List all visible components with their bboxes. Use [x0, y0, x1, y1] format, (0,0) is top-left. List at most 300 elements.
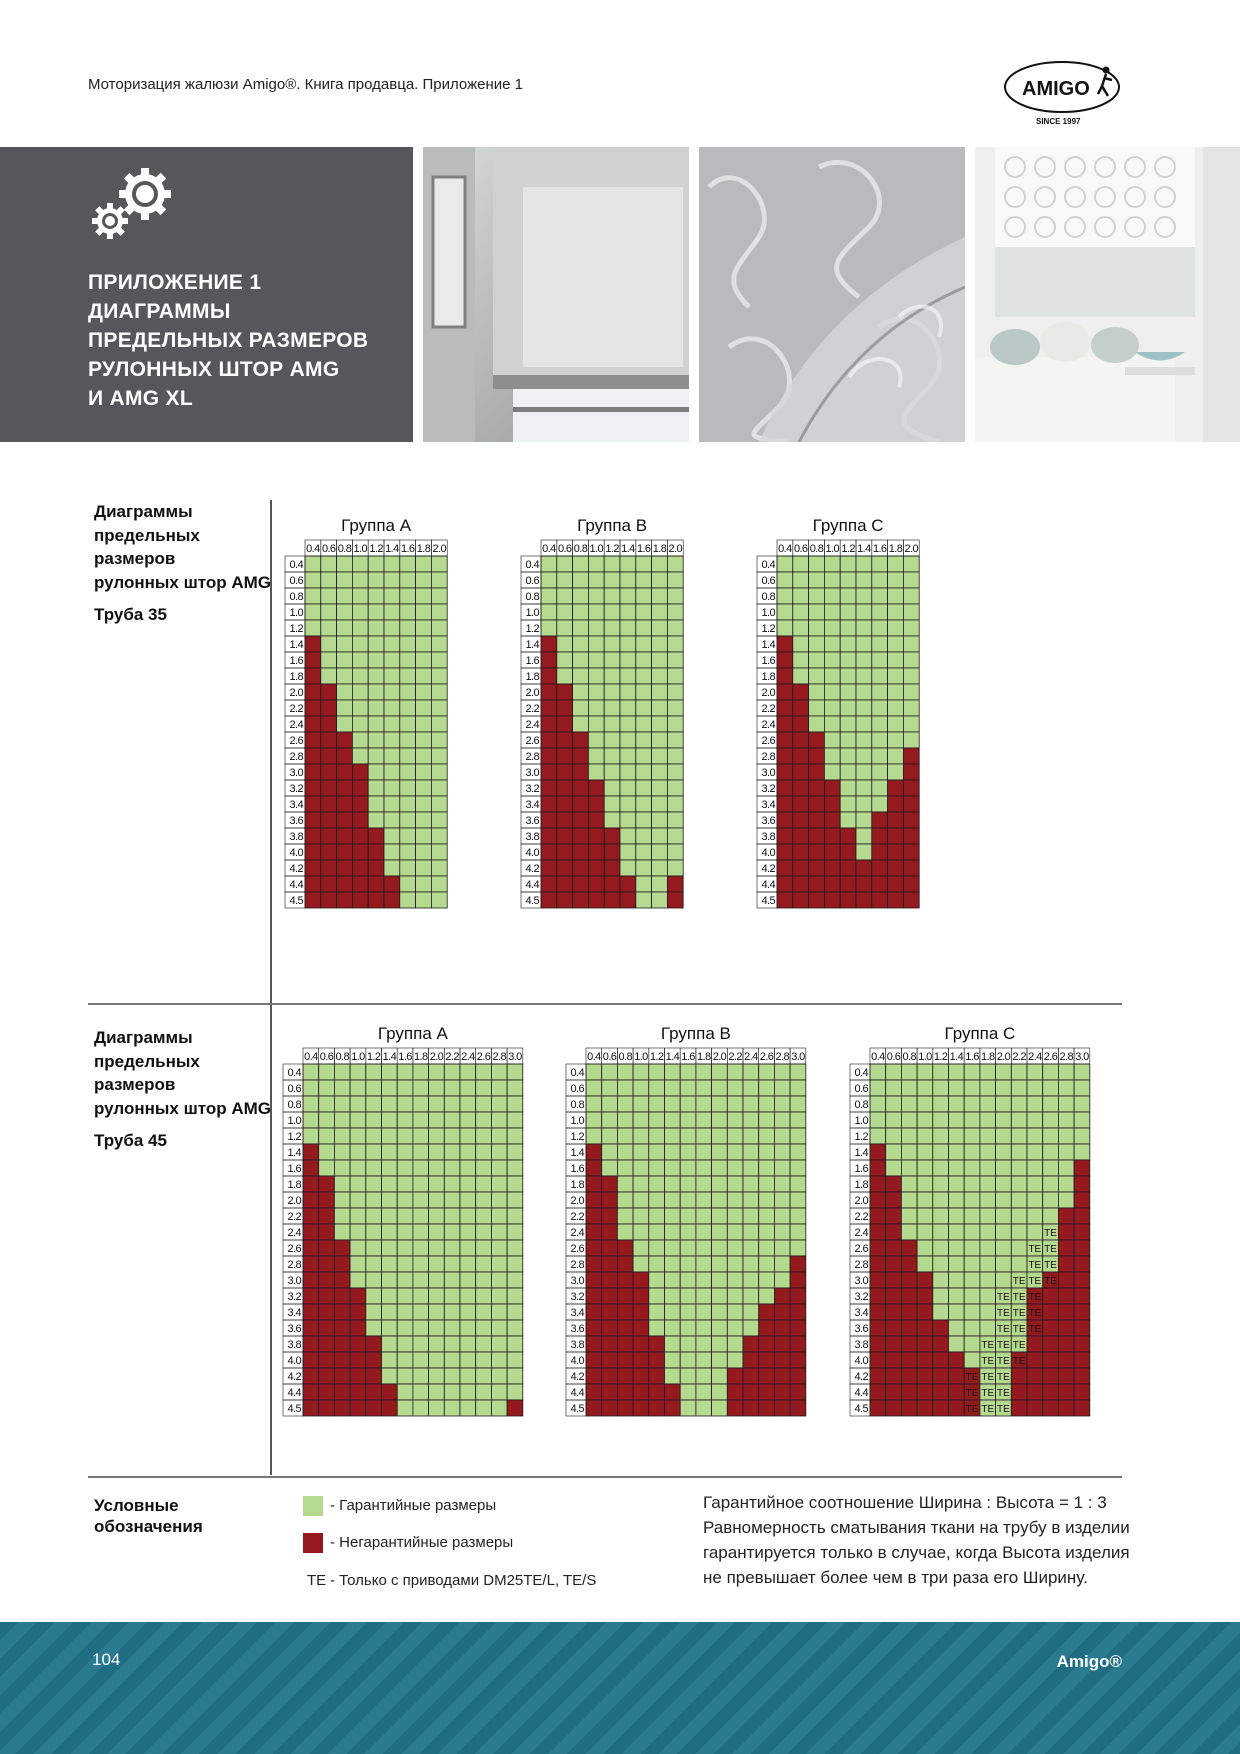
cell-guaranteed [431, 796, 447, 812]
cell-guaranteed [460, 1368, 476, 1384]
te-label: TE [1044, 1244, 1057, 1255]
cell-guaranteed [366, 1192, 382, 1208]
y-tick-label: 1.0 [854, 1115, 868, 1127]
cell-guaranteed [727, 1176, 743, 1192]
cell-guaranteed [824, 572, 840, 588]
cell-not-guaranteed [870, 1352, 886, 1368]
cell-guaranteed [636, 812, 652, 828]
y-tick-label: 3.6 [854, 1323, 868, 1335]
legend-te-text: - Только с приводами DM25TE/L, TE/S [330, 1572, 597, 1589]
cell-guaranteed [712, 1384, 728, 1400]
cell-guaranteed [933, 1304, 949, 1320]
cell-guaranteed [491, 1096, 507, 1112]
cell-guaranteed [743, 1160, 759, 1176]
cell-guaranteed [382, 1352, 398, 1368]
cell-guaranteed [712, 1256, 728, 1272]
cell-guaranteed [933, 1144, 949, 1160]
cell-not-guaranteed [541, 748, 557, 764]
cell-guaranteed [636, 732, 652, 748]
cell-not-guaranteed [1074, 1304, 1090, 1320]
cell-not-guaranteed [840, 860, 856, 876]
cell-guaranteed [413, 1176, 429, 1192]
y-tick-label: 1.6 [289, 655, 303, 667]
cell-guaranteed [491, 1240, 507, 1256]
cell-guaranteed [431, 588, 447, 604]
cell-guaranteed [413, 1320, 429, 1336]
y-tick-label: 1.4 [854, 1147, 868, 1159]
cell-guaranteed [652, 716, 668, 732]
cell-guaranteed [413, 1336, 429, 1352]
cell-not-guaranteed [793, 892, 809, 908]
cell-not-guaranteed [573, 732, 589, 748]
cell-guaranteed [980, 1160, 996, 1176]
y-tick-label: 2.6 [761, 735, 775, 747]
cell-guaranteed [774, 1272, 790, 1288]
cell-not-guaranteed [350, 1320, 366, 1336]
cell-guaranteed [321, 588, 337, 604]
cell-guaranteed [337, 716, 353, 732]
cell-guaranteed [667, 748, 683, 764]
cell-guaranteed [667, 604, 683, 620]
cell-guaranteed [886, 1144, 902, 1160]
cell-guaranteed [416, 652, 432, 668]
te-label: TE [965, 1404, 979, 1415]
cell-guaranteed [397, 1080, 413, 1096]
cell-guaranteed [809, 588, 825, 604]
cell-guaranteed [652, 876, 668, 892]
cell-guaranteed [903, 732, 919, 748]
x-tick-label: 1.2 [605, 543, 619, 555]
te-label: TE [1028, 1244, 1042, 1255]
cell-guaranteed [460, 1224, 476, 1240]
cell-guaranteed [620, 828, 636, 844]
cell-guaranteed [696, 1384, 712, 1400]
cell-not-guaranteed [774, 1368, 790, 1384]
cell-guaranteed [397, 1160, 413, 1176]
y-tick-label: 1.2 [289, 623, 303, 635]
cell-guaranteed [652, 764, 668, 780]
cell-guaranteed [429, 1160, 445, 1176]
te-label: TE [1012, 1308, 1026, 1319]
cell-not-guaranteed [888, 876, 904, 892]
y-tick-label: 3.2 [854, 1291, 868, 1303]
cell-guaranteed [886, 1064, 902, 1080]
cell-guaranteed [949, 1208, 965, 1224]
cell-guaranteed [933, 1224, 949, 1240]
cell-not-guaranteed [350, 1400, 366, 1416]
cell-guaranteed [400, 764, 416, 780]
cell-guaranteed [431, 876, 447, 892]
cell-guaranteed [413, 1352, 429, 1368]
cell-guaranteed [840, 812, 856, 828]
cell-guaranteed [366, 1064, 382, 1080]
y-tick-label: 4.0 [287, 1355, 301, 1367]
cell-not-guaranteed [649, 1384, 665, 1400]
te-label: TE [1012, 1340, 1026, 1351]
x-tick-label: 0.4 [542, 543, 556, 555]
cell-not-guaranteed [870, 1208, 886, 1224]
cell-guaranteed [856, 796, 872, 812]
cell-guaranteed [476, 1144, 492, 1160]
cell-not-guaranteed [604, 844, 620, 860]
cell-guaranteed [696, 1096, 712, 1112]
cell-guaranteed [573, 652, 589, 668]
te-label: TE [1028, 1308, 1042, 1319]
cell-guaranteed [350, 1224, 366, 1240]
cell-guaranteed [620, 668, 636, 684]
cell-guaranteed [476, 1224, 492, 1240]
cell-not-guaranteed [366, 1400, 382, 1416]
te-label: TE [981, 1356, 995, 1367]
chart-title: Группа A [341, 516, 412, 535]
cell-guaranteed [334, 1160, 350, 1176]
cell-guaranteed [633, 1256, 649, 1272]
cell-not-guaranteed [888, 796, 904, 812]
cell-guaranteed [917, 1096, 933, 1112]
cell-guaranteed [790, 1096, 806, 1112]
cell-guaranteed [416, 588, 432, 604]
cell-not-guaranteed [777, 636, 793, 652]
cell-guaranteed [334, 1096, 350, 1112]
y-tick-label: 1.0 [570, 1115, 584, 1127]
cell-guaranteed [824, 700, 840, 716]
cell-guaranteed [491, 1288, 507, 1304]
cell-guaranteed [541, 620, 557, 636]
cell-guaranteed [727, 1160, 743, 1176]
cell-guaranteed [507, 1160, 523, 1176]
cell-not-guaranteed [602, 1384, 618, 1400]
cell-guaranteed [888, 652, 904, 668]
y-tick-label: 3.6 [287, 1323, 301, 1335]
cell-guaranteed [667, 668, 683, 684]
cell-guaranteed [507, 1320, 523, 1336]
cell-guaranteed [652, 700, 668, 716]
cell-guaranteed [933, 1160, 949, 1176]
cell-guaranteed [382, 1192, 398, 1208]
section-label-tube35: Диаграммы предельных размеров рулонных штор AMG Труба 35 [94, 500, 271, 627]
cell-guaranteed [793, 572, 809, 588]
cell-guaranteed [586, 1080, 602, 1096]
y-tick-label: 2.2 [525, 703, 539, 715]
cell-not-guaranteed [586, 1384, 602, 1400]
cell-guaranteed [460, 1176, 476, 1192]
cell-guaranteed [759, 1256, 775, 1272]
cell-not-guaranteed [840, 844, 856, 860]
cell-guaranteed [384, 828, 400, 844]
cell-guaranteed [1043, 1080, 1059, 1096]
cell-guaranteed [696, 1240, 712, 1256]
cell-not-guaranteed [321, 764, 337, 780]
cell-guaranteed [872, 764, 888, 780]
cell-not-guaranteed [303, 1144, 319, 1160]
y-tick-label: 2.8 [287, 1259, 301, 1271]
cell-not-guaranteed [949, 1352, 965, 1368]
cell-guaranteed [507, 1064, 523, 1080]
y-tick-label: 1.6 [570, 1163, 584, 1175]
x-tick-label: 1.4 [385, 543, 399, 555]
cell-guaranteed [633, 1176, 649, 1192]
footer-brand: Amigo® [1056, 1652, 1122, 1671]
cell-guaranteed [712, 1288, 728, 1304]
x-tick-label: 1.6 [681, 1051, 695, 1063]
cell-guaranteed [507, 1368, 523, 1384]
cell-not-guaranteed [774, 1320, 790, 1336]
cell-guaranteed [588, 748, 604, 764]
cell-guaranteed [541, 572, 557, 588]
cell-guaranteed [633, 1128, 649, 1144]
cell-guaranteed [777, 620, 793, 636]
cell-not-guaranteed [809, 860, 825, 876]
cell-guaranteed [712, 1400, 728, 1416]
cell-guaranteed [636, 764, 652, 780]
y-tick-label: 2.2 [570, 1211, 584, 1223]
te-label: TE [965, 1372, 979, 1383]
cell-guaranteed [413, 1304, 429, 1320]
cell-guaranteed [352, 604, 368, 620]
cell-guaranteed [507, 1272, 523, 1288]
cell-guaranteed [413, 1240, 429, 1256]
cell-not-guaranteed [384, 876, 400, 892]
x-tick-label: 1.0 [634, 1051, 648, 1063]
cell-guaranteed [429, 1320, 445, 1336]
cell-guaranteed [667, 716, 683, 732]
cell-not-guaranteed [774, 1400, 790, 1416]
cell-guaranteed [397, 1240, 413, 1256]
cell-guaranteed [384, 860, 400, 876]
cell-guaranteed [368, 652, 384, 668]
cell-guaranteed [901, 1112, 917, 1128]
cell-not-guaranteed [305, 764, 321, 780]
cell-guaranteed [382, 1208, 398, 1224]
cell-not-guaranteed [888, 844, 904, 860]
cell-not-guaranteed [557, 748, 573, 764]
cell-guaranteed [604, 668, 620, 684]
cell-guaranteed [727, 1288, 743, 1304]
cell-guaranteed [350, 1176, 366, 1192]
cell-guaranteed [824, 764, 840, 780]
y-tick-label: 2.8 [761, 751, 775, 763]
cell-guaranteed [1043, 1144, 1059, 1160]
x-tick-label: 1.4 [621, 543, 635, 555]
cell-not-guaranteed [602, 1320, 618, 1336]
x-tick-label: 1.8 [652, 543, 667, 555]
cell-guaranteed [696, 1176, 712, 1192]
cell-guaranteed [368, 636, 384, 652]
cell-guaranteed [665, 1240, 681, 1256]
cell-not-guaranteed [321, 860, 337, 876]
cell-not-guaranteed [917, 1336, 933, 1352]
cell-guaranteed [824, 684, 840, 700]
cell-not-guaranteed [382, 1384, 398, 1400]
cell-not-guaranteed [1011, 1384, 1027, 1400]
cell-guaranteed [604, 604, 620, 620]
cell-guaranteed [903, 700, 919, 716]
cell-guaranteed [665, 1288, 681, 1304]
cell-not-guaranteed [541, 780, 557, 796]
cell-guaranteed [996, 1096, 1012, 1112]
y-tick-label: 1.2 [570, 1131, 584, 1143]
cell-guaranteed [649, 1064, 665, 1080]
cell-guaranteed [444, 1096, 460, 1112]
cell-not-guaranteed [1074, 1192, 1090, 1208]
cell-guaranteed [429, 1064, 445, 1080]
cell-guaranteed [665, 1128, 681, 1144]
cell-not-guaranteed [933, 1320, 949, 1336]
cell-guaranteed [620, 812, 636, 828]
cell-not-guaranteed [917, 1400, 933, 1416]
x-tick-label: 2.0 [996, 1051, 1011, 1063]
cell-not-guaranteed [305, 652, 321, 668]
cell-not-guaranteed [321, 876, 337, 892]
cell-guaranteed [431, 764, 447, 780]
cell-guaranteed [712, 1112, 728, 1128]
cell-guaranteed [413, 1064, 429, 1080]
cell-guaranteed [888, 748, 904, 764]
cell-guaranteed [620, 652, 636, 668]
page-number: 104 [92, 1650, 121, 1669]
cell-guaranteed [790, 1064, 806, 1080]
y-tick-label: 4.4 [525, 879, 539, 891]
y-tick-label: 2.6 [287, 1243, 301, 1255]
cell-guaranteed [712, 1144, 728, 1160]
cell-guaranteed [416, 876, 432, 892]
cell-not-guaranteed [777, 844, 793, 860]
cell-guaranteed [429, 1224, 445, 1240]
cell-guaranteed [980, 1304, 996, 1320]
cell-guaranteed [319, 1160, 335, 1176]
cell-guaranteed [759, 1208, 775, 1224]
cell-not-guaranteed [870, 1368, 886, 1384]
cell-not-guaranteed [1074, 1272, 1090, 1288]
cell-guaranteed [507, 1192, 523, 1208]
y-tick-label: 4.5 [570, 1403, 584, 1415]
cell-not-guaranteed [337, 764, 353, 780]
cell-guaranteed [980, 1240, 996, 1256]
x-tick-label: 2.8 [775, 1051, 789, 1063]
cell-guaranteed [824, 556, 840, 572]
cell-not-guaranteed [1074, 1320, 1090, 1336]
cell-guaranteed [759, 1160, 775, 1176]
y-tick-label: 4.5 [761, 895, 775, 907]
cell-guaranteed [996, 1208, 1012, 1224]
te-label: TE [1028, 1324, 1042, 1335]
cell-guaranteed [888, 556, 904, 572]
cell-guaranteed [743, 1224, 759, 1240]
cell-guaranteed [870, 1064, 886, 1080]
cell-guaranteed [366, 1256, 382, 1272]
cell-guaranteed [633, 1080, 649, 1096]
cell-not-guaranteed [809, 732, 825, 748]
cell-guaranteed [712, 1080, 728, 1096]
cell-guaranteed [856, 652, 872, 668]
cell-guaranteed [602, 1128, 618, 1144]
y-tick-label: 1.2 [287, 1131, 301, 1143]
cell-not-guaranteed [901, 1368, 917, 1384]
cell-guaranteed [727, 1336, 743, 1352]
cell-not-guaranteed [886, 1304, 902, 1320]
cell-guaranteed [588, 636, 604, 652]
cell-guaranteed [460, 1160, 476, 1176]
cell-guaranteed [507, 1096, 523, 1112]
cell-not-guaranteed [573, 796, 589, 812]
cell-guaranteed [319, 1064, 335, 1080]
cell-guaranteed [727, 1192, 743, 1208]
cell-guaranteed [573, 700, 589, 716]
cell-guaranteed [636, 700, 652, 716]
cell-not-guaranteed [870, 1176, 886, 1192]
cell-not-guaranteed [541, 732, 557, 748]
cell-guaranteed [429, 1128, 445, 1144]
cell-not-guaranteed [337, 844, 353, 860]
cell-not-guaranteed [840, 876, 856, 892]
cell-guaranteed [636, 828, 652, 844]
cell-guaranteed [476, 1256, 492, 1272]
cell-guaranteed [667, 764, 683, 780]
cell-not-guaranteed [617, 1384, 633, 1400]
cell-not-guaranteed [334, 1400, 350, 1416]
cell-guaranteed [680, 1288, 696, 1304]
cell-guaranteed [649, 1112, 665, 1128]
cell-guaranteed [696, 1272, 712, 1288]
cell-guaranteed [793, 604, 809, 620]
cell-guaranteed [633, 1160, 649, 1176]
cell-guaranteed [809, 604, 825, 620]
cell-guaranteed [680, 1272, 696, 1288]
cell-guaranteed [903, 636, 919, 652]
y-tick-label: 4.5 [289, 895, 303, 907]
cell-guaranteed [617, 1160, 633, 1176]
x-tick-label: 0.4 [306, 543, 320, 555]
cell-guaranteed [727, 1256, 743, 1272]
cell-guaranteed [856, 572, 872, 588]
cell-guaranteed [665, 1192, 681, 1208]
cell-guaranteed [476, 1096, 492, 1112]
te-label: TE [1044, 1260, 1057, 1271]
cell-guaranteed [903, 556, 919, 572]
cell-guaranteed [588, 572, 604, 588]
chart-title: Группа C [944, 1024, 1016, 1043]
cell-guaranteed [617, 1192, 633, 1208]
cell-guaranteed [368, 684, 384, 700]
cell-guaranteed [400, 572, 416, 588]
cell-guaranteed [901, 1128, 917, 1144]
cell-guaranteed [980, 1272, 996, 1288]
cell-guaranteed [400, 716, 416, 732]
cell-guaranteed [652, 556, 668, 572]
cell-guaranteed [712, 1224, 728, 1240]
x-tick-label: 1.8 [888, 543, 903, 555]
cell-guaranteed [903, 716, 919, 732]
cell-guaranteed [416, 732, 432, 748]
cell-not-guaranteed [777, 700, 793, 716]
cell-guaranteed [366, 1128, 382, 1144]
cell-not-guaranteed [588, 860, 604, 876]
cell-guaranteed [964, 1144, 980, 1160]
cell-guaranteed [652, 652, 668, 668]
cell-not-guaranteed [790, 1400, 806, 1416]
cell-guaranteed [491, 1160, 507, 1176]
y-tick-label: 2.0 [854, 1195, 868, 1207]
y-tick-label: 0.8 [289, 591, 303, 603]
cell-guaranteed [917, 1256, 933, 1272]
cell-not-guaranteed [602, 1304, 618, 1320]
cell-guaranteed [680, 1304, 696, 1320]
cell-guaranteed [712, 1208, 728, 1224]
cell-not-guaranteed [617, 1288, 633, 1304]
cell-guaranteed [476, 1320, 492, 1336]
x-tick-label: 1.8 [697, 1051, 711, 1063]
x-tick-label: 0.4 [587, 1051, 601, 1063]
